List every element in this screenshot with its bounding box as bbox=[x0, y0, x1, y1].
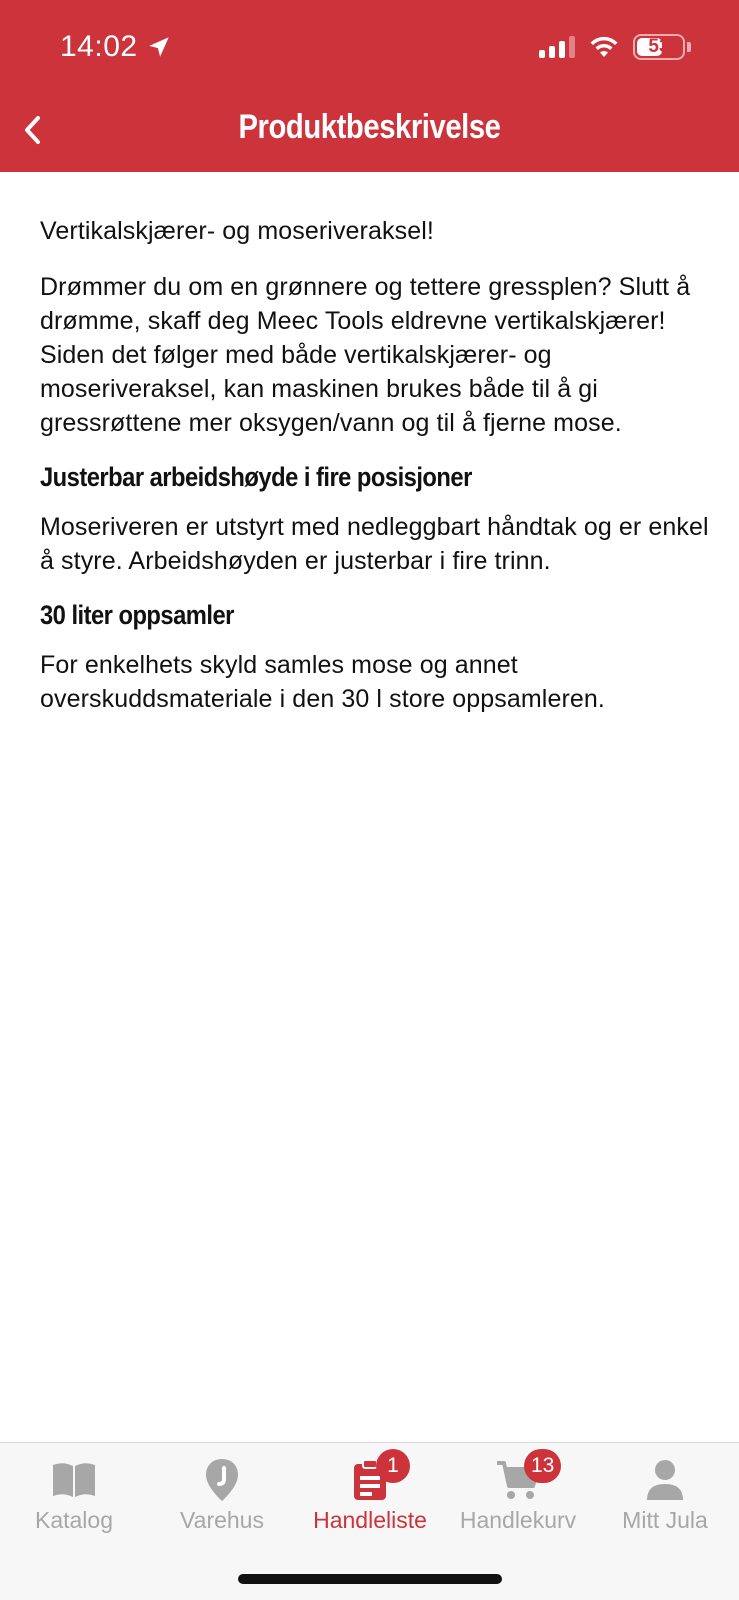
page-title: Produktbeskrivelse bbox=[238, 108, 501, 146]
tab-katalog-label: Katalog bbox=[34, 1507, 113, 1533]
person-icon bbox=[641, 1457, 689, 1503]
tab-mitt-jula-label: Mitt Jula bbox=[622, 1507, 708, 1533]
tab-katalog[interactable] bbox=[0, 1443, 148, 1553]
tab-mitt-jula[interactable] bbox=[591, 1443, 739, 1553]
description-paragraph-2: Moseriveren er utstyrt med nedleggbart håndtak og er enkel å styre. Arbeidshøyden er justerbar i fire trinn. bbox=[40, 513, 709, 575]
home-indicator[interactable] bbox=[238, 1574, 502, 1584]
back-button[interactable] bbox=[10, 108, 54, 152]
product-description bbox=[40, 214, 710, 738]
description-paragraph-3: For enkelhets skyld samles mose og annet overskuddsmateriale i den 30 l store oppsamleren. bbox=[40, 651, 605, 713]
tab-handleliste[interactable] bbox=[296, 1443, 444, 1553]
status-time bbox=[60, 30, 172, 64]
description-paragraph-1: Drømmer du om en grønnere og tettere gressplen? Slutt å drømme, skaff deg Meec Tools eldrevne vertikalskjærer! Siden det følger med både vertikalskjærer- og moseriveraksel, kan maskinen brukes både til å gi gressrøttene mer oksygen/vann og til å fjerne mose. bbox=[40, 273, 691, 437]
description-intro: Vertikalskjærer- og moseriveraksel! bbox=[40, 217, 434, 245]
description-heading-1: Justerbar arbeidshøyde i fire posisjoner bbox=[40, 462, 472, 492]
clipboard-list-icon bbox=[346, 1454, 399, 1503]
status-time-text: 14:02 bbox=[60, 30, 138, 63]
cellular-signal-icon bbox=[539, 36, 575, 58]
location-arrow-icon bbox=[146, 34, 172, 60]
cart-icon bbox=[494, 1454, 555, 1503]
tab-varehus[interactable] bbox=[148, 1443, 296, 1553]
tab-handlekurv-label: Handlekurv bbox=[459, 1507, 577, 1533]
status-indicators bbox=[539, 34, 691, 60]
battery-icon bbox=[633, 34, 685, 60]
tab-handleliste-label: Handleliste bbox=[313, 1507, 427, 1533]
book-icon bbox=[50, 1457, 98, 1503]
tab-varehus-label: Varehus bbox=[180, 1507, 264, 1533]
handleliste-badge: 1 bbox=[376, 1449, 410, 1483]
handlekurv-badge: 13 bbox=[524, 1449, 561, 1483]
app-header bbox=[0, 0, 739, 172]
location-pin-icon bbox=[198, 1457, 246, 1503]
wifi-icon bbox=[589, 35, 619, 59]
status-bar bbox=[0, 0, 739, 100]
battery-level: 53 bbox=[648, 36, 670, 57]
description-heading-2: 30 liter oppsamler bbox=[40, 600, 234, 630]
chevron-left-icon bbox=[21, 114, 43, 146]
tab-handlekurv[interactable] bbox=[444, 1443, 592, 1553]
